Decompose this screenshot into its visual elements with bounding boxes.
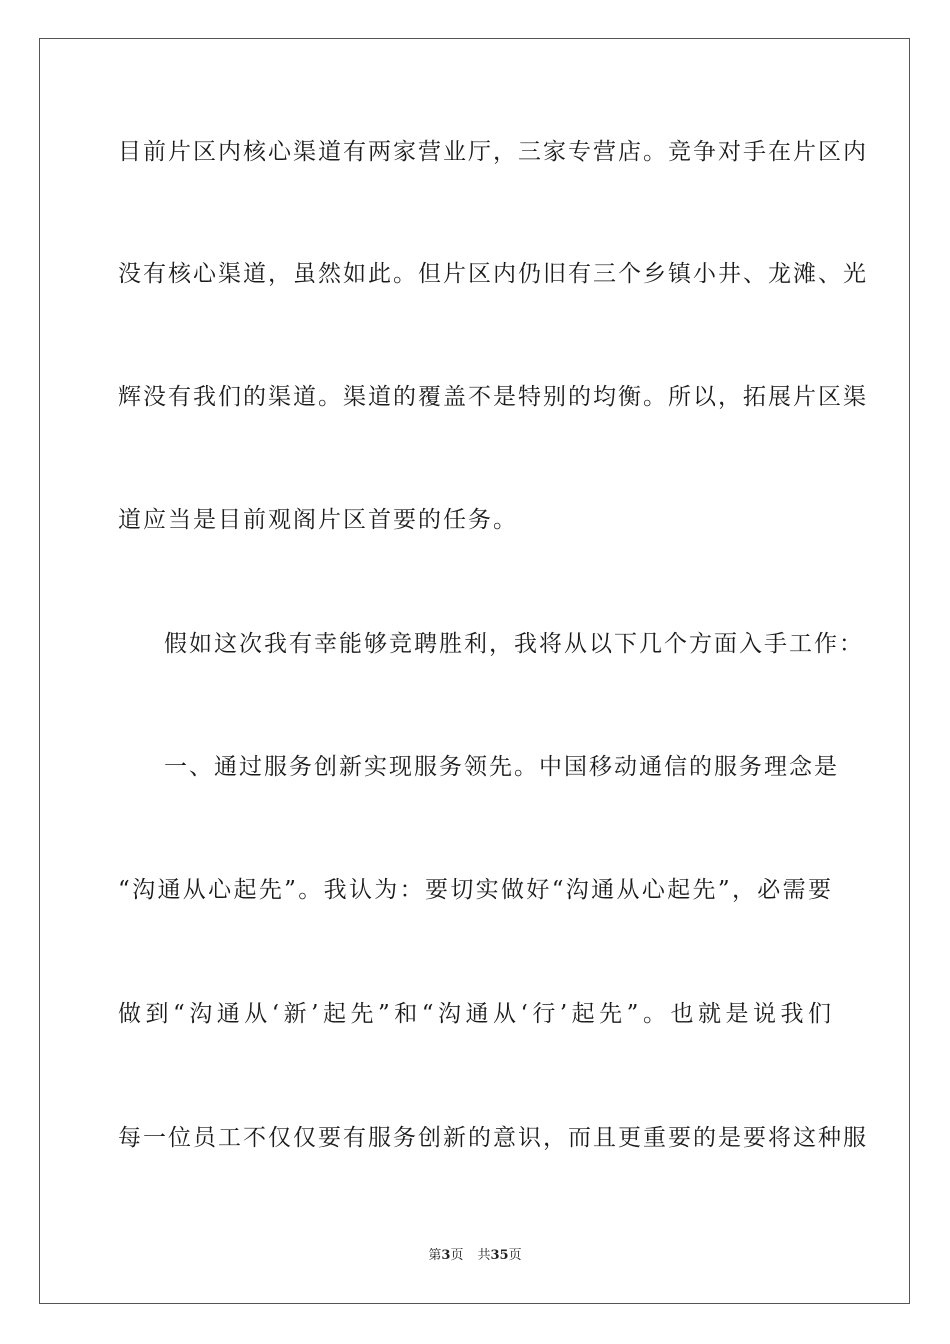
total-suffix: 页 [508, 1248, 522, 1263]
paragraph-line-6: 一、通过服务创新实现服务领先。中国移动通信的服务理念是 [164, 754, 839, 780]
paragraph-line-3: 辉没有我们的渠道。渠道的覆盖不是特别的均衡。所以，拓展片区渠 [118, 384, 868, 410]
paragraph-line-9: 每一位员工不仅仅要有服务创新的意识，而且更重要的是要将这种服 [118, 1125, 868, 1151]
total-prefix: 共 [477, 1248, 491, 1263]
paragraph-line-7: “沟通从心起先”。我认为：要切实做好“沟通从心起先”，必需要 [118, 877, 833, 903]
paragraph-line-5: 假如这次我有幸能够竞聘胜利，我将从以下几个方面入手工作： [164, 631, 864, 657]
page-number: 3 [441, 1248, 451, 1263]
paragraph-line-8: 做到“沟通从‘新’起先”和“沟通从‘行’起先”。也就是说我们 [118, 1001, 833, 1027]
total-pages: 35 [490, 1248, 509, 1263]
page-border [39, 38, 910, 1304]
page-suffix: 页 [450, 1248, 464, 1263]
paragraph-line-1: 目前片区内核心渠道有两家营业厅，三家专营店。竞争对手在片区内 [118, 139, 868, 165]
paragraph-line-4: 道应当是目前观阁片区首要的任务。 [118, 507, 518, 533]
page-prefix: 第 [428, 1248, 442, 1263]
paragraph-line-2: 没有核心渠道，虽然如此。但片区内仍旧有三个乡镇小井、龙滩、光 [118, 261, 868, 287]
page-footer [0, 1247, 950, 1265]
